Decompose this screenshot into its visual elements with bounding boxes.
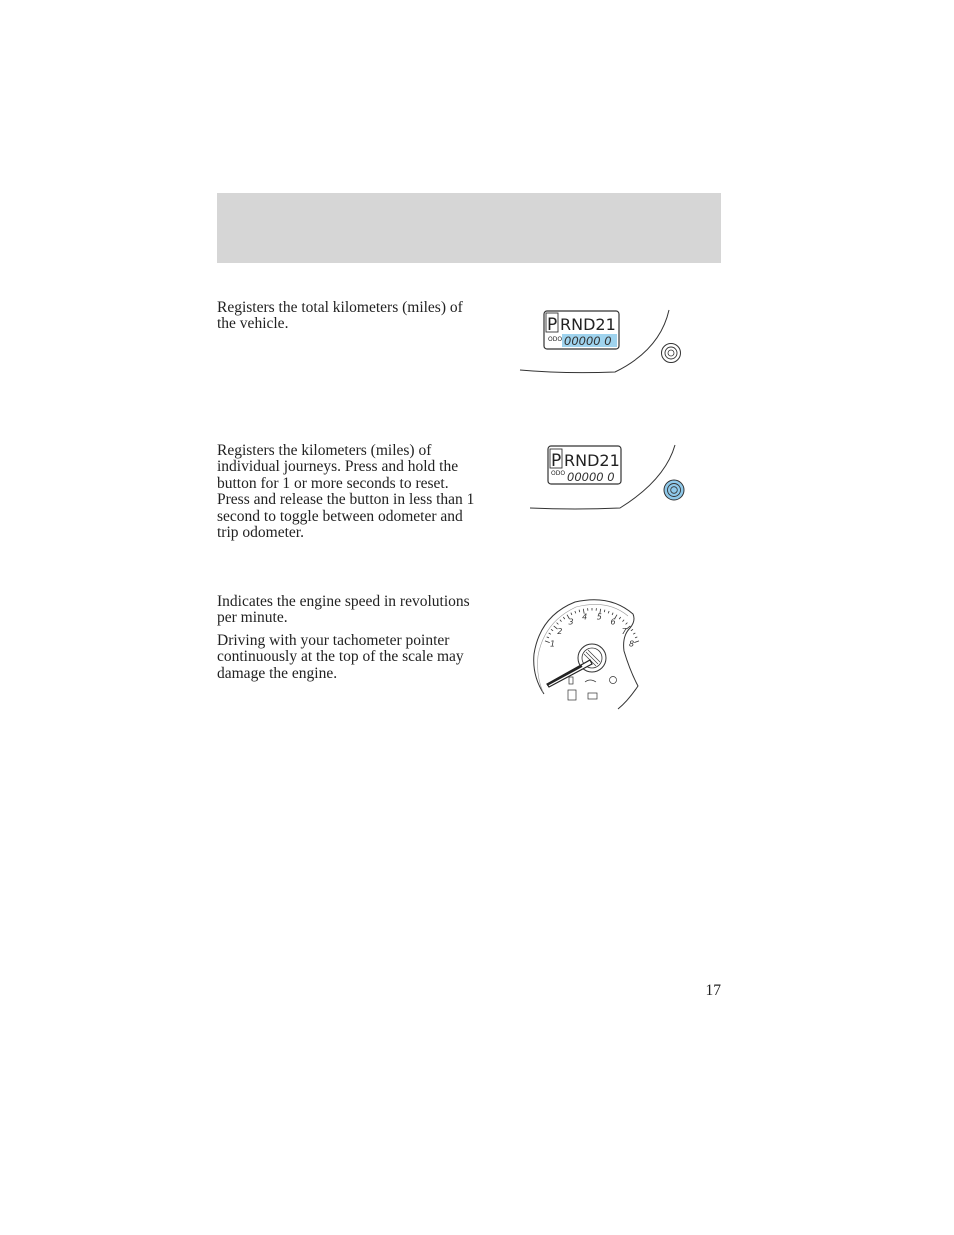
trip-odometer-description: Registers the kilometers (miles) of individual journeys. Press and hold the button for 1 or more seconds to reset. Press and release the button in less than 1 second to toggle between odometer and trip odometer. [217, 442, 475, 542]
tach-tick [549, 633, 551, 634]
tach-scale-label: 6 [610, 617, 616, 627]
tach-tick [635, 637, 637, 638]
tach-tick [557, 623, 559, 625]
gear-selected-label: P [551, 451, 562, 471]
reset-button-icon [662, 344, 681, 363]
tach-tick [619, 617, 621, 619]
tach-tick [560, 620, 562, 622]
tach-tick [612, 613, 613, 615]
tach-scale-label: 2 [557, 627, 563, 636]
tachometer-warning: Driving with your tachometer pointer continuously at the top of the scale may damage the engine. [217, 632, 464, 682]
tach-tick [604, 610, 605, 612]
gear-selected-label: P [547, 315, 558, 335]
gear-indicator-label: RND21 [560, 315, 616, 334]
tach-scale-label: 8 [628, 639, 635, 649]
tach-scale-label: 1 [549, 639, 556, 649]
tach-tick [575, 611, 576, 613]
tach-tick [634, 641, 639, 643]
tach-tick [631, 629, 633, 631]
tach-scale-label: 4 [582, 612, 588, 622]
mode-label: ODO [548, 336, 563, 343]
gear-indicator-label: RND21 [564, 451, 620, 470]
tachometer-figure [530, 596, 650, 716]
tach-tick [608, 611, 609, 613]
tach-scale-label: 7 [621, 627, 627, 636]
tachometer-description: Indicates the engine speed in revolutions per minute. [217, 593, 470, 627]
tach-scale-label: 5 [596, 612, 602, 622]
warning-lights-icon [568, 677, 617, 701]
tach-tick [563, 617, 565, 619]
tach-scale-label: 3 [568, 617, 574, 627]
odometer-readout: 00000 0 [564, 334, 612, 348]
tach-tick [551, 629, 553, 631]
section-header-band [217, 193, 721, 263]
mode-label: ODO [551, 470, 566, 477]
tach-tick [626, 623, 628, 625]
trip-readout: 00000 0 [567, 470, 615, 484]
tach-tick [547, 637, 549, 638]
trip-odometer-figure [525, 440, 695, 520]
odometer-description: Registers the total kilometers (miles) of the vehicle. [217, 299, 463, 333]
tach-tick [571, 613, 572, 615]
tach-tick [633, 633, 635, 634]
tach-tick [623, 620, 625, 622]
page-number: 17 [705, 982, 721, 999]
tach-tick [579, 610, 580, 612]
odometer-figure [515, 300, 685, 380]
trip-reset-button-icon [664, 480, 684, 500]
